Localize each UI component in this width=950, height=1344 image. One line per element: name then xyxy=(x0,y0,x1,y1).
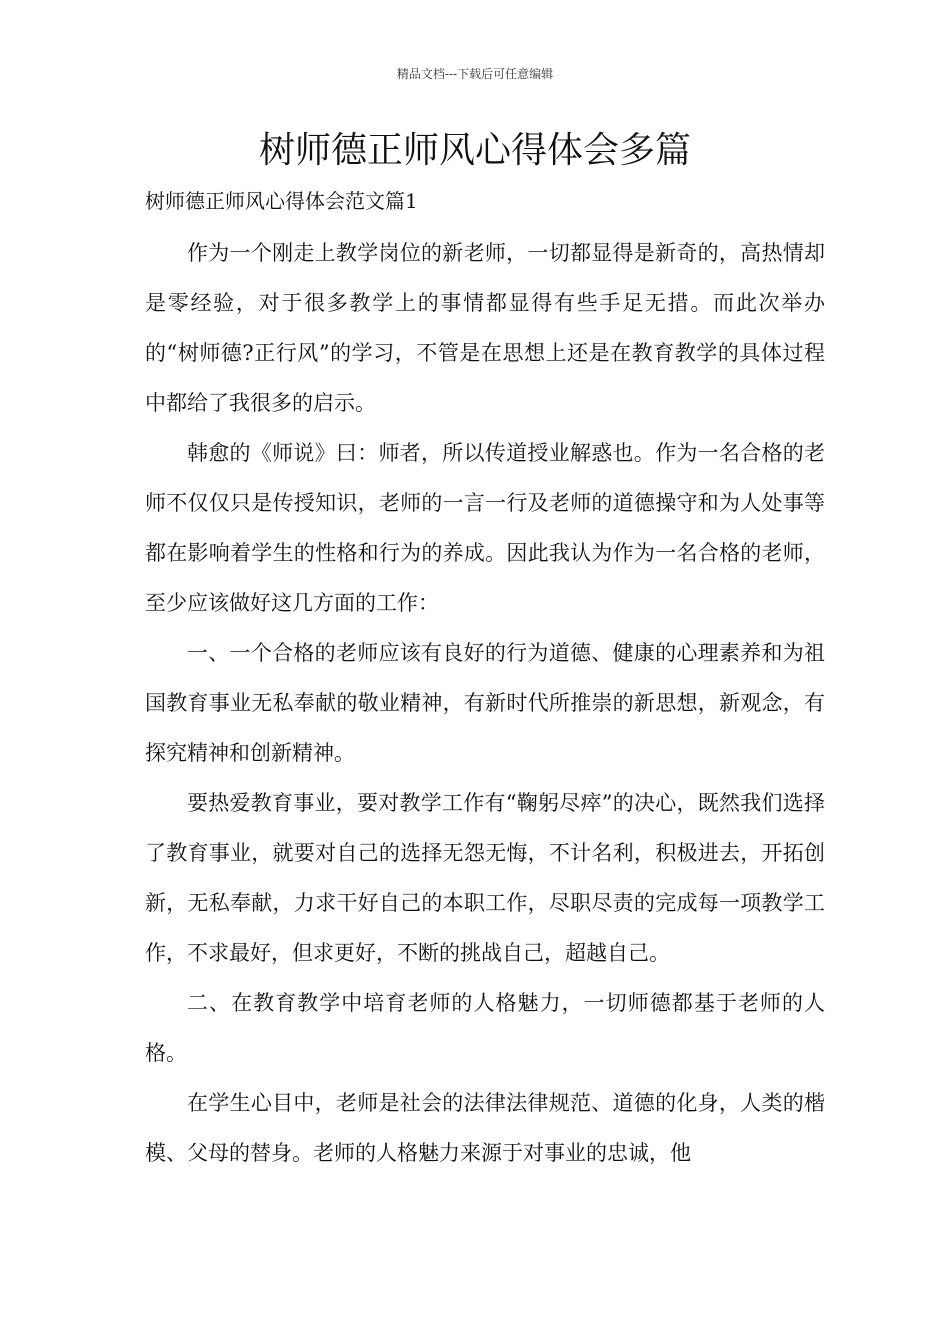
paragraph-4: 要热爱教育事业，要对教学工作有“鞠躬尽瘁”的决心，既然我们选择了教育事业，就要对自己的选择无怨无悔，不计名利，积极进去，开拓创新，无私奉献，力求干好自己的本职工作，尽职尽责的完成每一项教学工作，不求最好，但求更好，不断的挑战自己，超越自己。 xyxy=(145,791,825,965)
paragraph-2: 韩愈的《师说》曰：师者，所以传道授业解惑也。作为一名合格的老师不仅仅只是传授知识，老师的一言一行及老师的道德操守和为人处事等都在影响着学生的性格和行为的养成。因此我认为作为一名合格的老师，至少应该做好这几方面的工作： xyxy=(145,441,825,615)
paragraph-6: 在学生心目中，老师是社会的法律法律规范、道德的化身，人类的楷模、父母的替身。老师的人格魅力来源于对事业的忠诚，他 xyxy=(145,1091,825,1165)
document-title: 树师德正师风心得体会多篇 xyxy=(258,130,691,171)
paragraph-3: 一、一个合格的老师应该有良好的行为道德、健康的心理素养和为祖国教育事业无私奉献的敬业精神，有新时代所推崇的新思想，新观念，有探究精神和创新精神。 xyxy=(145,641,825,765)
paragraph-1: 作为一个刚走上教学岗位的新老师，一切都显得是新奇的，高热情却是零经验，对于很多教学上的事情都显得有些手足无措。而此次举办的“树师德?正行风”的学习，不管是在思想上还是在教育教学的具体过程中都给了我很多的启示。 xyxy=(145,241,825,415)
paragraph-5: 二、在教育教学中培育老师的人格魅力，一切师德都基于老师的人格。 xyxy=(145,991,825,1065)
page-header: 精品文档---下载后可任意编辑 xyxy=(396,67,554,81)
section-subtitle: 树师德正师风心得体会范文篇1 xyxy=(145,189,418,213)
document-body xyxy=(145,228,825,1178)
